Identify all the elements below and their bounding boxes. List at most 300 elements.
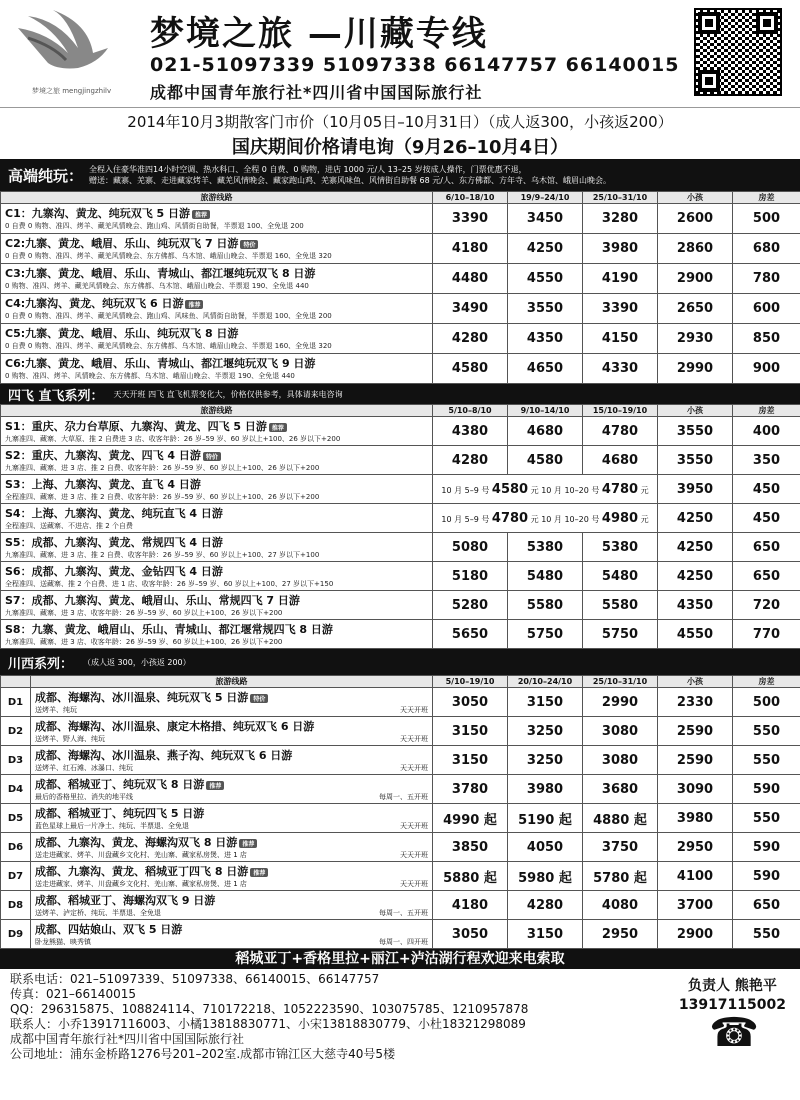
column-header: 9/10–14/10 xyxy=(508,405,583,417)
bird-logo-icon xyxy=(8,8,118,88)
route-desc: 0 购物、准四、烤羊、藏羌风情晚会、东方佛都、乌木馆、峨眉山晚会、半票退 190、全免退 440 xyxy=(5,282,309,290)
route-desc-row xyxy=(35,705,428,715)
price-period-3: 4080 xyxy=(583,891,658,920)
table-row xyxy=(1,234,800,264)
price-child: 4250 xyxy=(658,533,733,562)
qr-code-icon xyxy=(694,8,782,96)
route-name xyxy=(5,563,428,579)
price-period-1: 5650 xyxy=(433,620,508,649)
route-desc: 送烤羊、纯玩 xyxy=(35,706,77,714)
route-desc: 最后的香格里拉、消失的地平线 xyxy=(35,793,133,801)
route-cell xyxy=(31,891,433,920)
price-period-1: 4180 xyxy=(433,234,508,264)
resp-phone: 13917115002 xyxy=(678,997,786,1013)
price-period-1: 4180 xyxy=(433,891,508,920)
route-desc: 送烤羊、红石滩、冰瀑口、纯玩 xyxy=(35,764,133,772)
price-period-2: 3450 xyxy=(508,204,583,234)
split-price-cell xyxy=(433,475,658,504)
column-header: 6/10–18/10 xyxy=(433,192,508,204)
price-room-diff: 900 xyxy=(733,354,800,384)
price-child: 2950 xyxy=(658,833,733,862)
span-label-2: 10 月 10–20 号 xyxy=(541,485,600,495)
route-schedule: 天天开班 xyxy=(400,822,428,830)
price-child: 2600 xyxy=(658,204,733,234)
price-child: 2900 xyxy=(658,920,733,949)
route-desc-row xyxy=(35,763,428,773)
price-period-2: 5480 xyxy=(508,562,583,591)
date-line: 2014年10月3期散客门市价（10月05日–10月31日）（成人返300，小孩返200） xyxy=(127,113,673,131)
footer-qq: QQ：296315875、108824114、710172218、1052223590、103075785、1210957878 xyxy=(10,1002,529,1016)
price-period-1: 3780 xyxy=(433,775,508,804)
price-period-3: 3080 xyxy=(583,717,658,746)
column-header: 小孩 xyxy=(658,405,733,417)
route-name xyxy=(5,476,428,492)
route-id: D4 xyxy=(1,775,31,804)
route-id: D8 xyxy=(1,891,31,920)
section-title: 四飞 直飞系列： xyxy=(8,388,104,404)
footer-contacts: 联系人：小乔13917116003、小橘13818830771、小宋13818830779、小杜18321298089 xyxy=(10,1017,526,1031)
price-period-3: 5380 xyxy=(583,533,658,562)
route-name xyxy=(5,534,428,550)
route-title: 成都、稻城亚丁、纯玩双飞 8 日游 xyxy=(35,778,205,791)
route-name xyxy=(5,505,428,521)
resp-label: 负责人 熊艳平 xyxy=(687,978,777,994)
price-period-2: 3550 xyxy=(508,294,583,324)
section-note: 天天开班 四飞 直飞机票变化大，价格仅供参考，具体请来电咨询 xyxy=(113,389,343,399)
section-premium xyxy=(0,159,800,384)
footer-agency: 成都中国青年旅行社*四川省中国国际旅行社 xyxy=(10,1032,245,1046)
route-title: C4:九寨沟、黄龙、纯玩双飞 6 日游 xyxy=(5,297,184,310)
route-cell xyxy=(31,775,433,804)
table-row xyxy=(1,717,800,746)
route-desc-row xyxy=(35,908,428,918)
section-west-sichuan xyxy=(0,649,800,949)
span-unit-2: 元 xyxy=(640,514,649,524)
table-row xyxy=(1,475,800,504)
price-period-1: 3390 xyxy=(433,204,508,234)
price-child: 4550 xyxy=(658,620,733,649)
price-child: 3980 xyxy=(658,804,733,833)
price-period-2: 4650 xyxy=(508,354,583,384)
price-child: 3550 xyxy=(658,417,733,446)
route-desc-row xyxy=(35,734,428,744)
price-period-2: 3980 xyxy=(508,775,583,804)
route-title: C3:九寨、黄龙、峨眉、乐山、青城山、都江堰纯玩双飞 8 日游 xyxy=(5,267,316,280)
route-name xyxy=(35,747,428,763)
route-desc: 送走进藏家、烤羊、川盘藏乡文化村、羌山寨、藏家私房煲、进 1 店 xyxy=(35,851,247,859)
route-name xyxy=(5,265,428,281)
route-desc: 全程准四、藏寨、进 3 店、推 2 自费、收客年龄：26 岁–59 岁、60 岁以上+100、26 岁以下+200 xyxy=(5,493,320,501)
route-desc: 九寨准四、藏寨、进 3 店、收客年龄：26 岁–59 岁、60 岁以上+100、26 岁以下+200 xyxy=(5,638,283,646)
section-flights xyxy=(0,384,800,649)
brand-phones: 021-51097339 51097338 66147757 66140015 xyxy=(150,54,680,76)
column-header: 房差 xyxy=(733,676,800,688)
route-title: C6:九寨、黄龙、峨眉、乐山、青城山、都江堰纯玩双飞 9 日游 xyxy=(5,357,316,370)
route-name xyxy=(5,325,428,341)
route-name xyxy=(5,447,428,463)
span-label-1: 10 月 5–9 号 xyxy=(441,485,490,495)
column-header: 20/10–24/10 xyxy=(508,676,583,688)
route-title: C5:九寨、黄龙、峨眉、乐山、纯玩双飞 8 日游 xyxy=(5,327,239,340)
price-period-1: 3050 xyxy=(433,688,508,717)
route-schedule: 每周一、四开班 xyxy=(379,938,428,946)
price-period-2: 5190 起 xyxy=(508,804,583,833)
route-desc-row xyxy=(35,850,428,860)
price-period-1: 3150 xyxy=(433,746,508,775)
route-schedule: 每周一、五开班 xyxy=(379,909,428,917)
route-cell xyxy=(31,804,433,833)
route-id: D3 xyxy=(1,746,31,775)
header xyxy=(0,0,800,108)
price-period-1: 5080 xyxy=(433,533,508,562)
route-desc: 九寨准四、藏寨、大草原、推 2 自费进 3 店、收客年龄：26 岁–59 岁、60 岁以上+100、26 岁以下+200 xyxy=(5,435,341,443)
route-title: S3：上海、九寨沟、黄龙、直飞 4 日游 xyxy=(5,478,201,491)
price-period-2: 5980 起 xyxy=(508,862,583,891)
route-name xyxy=(5,235,428,251)
route-id: D7 xyxy=(1,862,31,891)
price-period-2: 5380 xyxy=(508,533,583,562)
price-child: 2650 xyxy=(658,294,733,324)
price-period-3: 2990 xyxy=(583,688,658,717)
route-desc: 0 自费 0 购物、准四、烤羊、藏羌风情晚会、东方佛都、乌木馆、峨眉山晚会、半票退 160、全免退 320 xyxy=(5,252,332,260)
price-room-diff: 590 xyxy=(733,862,800,891)
table-row xyxy=(1,920,800,949)
table-row xyxy=(1,620,800,649)
price-child: 2900 xyxy=(658,264,733,294)
table-row xyxy=(1,833,800,862)
price-child: 2930 xyxy=(658,324,733,354)
span-label-2: 10 月 10–20 号 xyxy=(541,514,600,524)
route-title: S5：成都、九寨沟、黄龙、常规四飞 4 日游 xyxy=(5,536,223,549)
route-name xyxy=(5,295,428,311)
route-desc: 送走进藏家、烤羊、川盘藏乡文化村、羌山寨、藏家私房煲、进 1 店 xyxy=(35,880,247,888)
route-cell xyxy=(31,862,433,891)
route-desc: 送烤羊、泸定桥、纯玩、半票退、全免退 xyxy=(35,909,161,917)
price-period-1: 4380 xyxy=(433,417,508,446)
route-title: 成都、四姑娘山、双飞 5 日游 xyxy=(35,923,183,936)
route-desc: 送烤羊、野人海、纯玩 xyxy=(35,735,105,743)
price-period-2: 3250 xyxy=(508,717,583,746)
route-name xyxy=(5,205,428,221)
column-header: 5/10–8/10 xyxy=(433,405,508,417)
route-title: S7：成都、九寨沟、黄龙、峨眉山、乐山、常规四飞 7 日游 xyxy=(5,594,300,607)
route-cell xyxy=(1,533,433,562)
price-period-2: 4680 xyxy=(508,417,583,446)
route-name xyxy=(35,689,428,705)
price-child: 4250 xyxy=(658,562,733,591)
price-period-2: 4050 xyxy=(508,833,583,862)
price-child: 4250 xyxy=(658,504,733,533)
table-row xyxy=(1,562,800,591)
route-badge: 推荐 xyxy=(250,868,268,877)
price-period-2: 5750 xyxy=(508,620,583,649)
price-child: 2590 xyxy=(658,717,733,746)
price-period-1: 4480 xyxy=(433,264,508,294)
table-row xyxy=(1,591,800,620)
table-row xyxy=(1,417,800,446)
column-header: 旅游线路 xyxy=(1,192,433,204)
price-child: 2330 xyxy=(658,688,733,717)
span-price-2: 4980 xyxy=(601,510,639,526)
price-period-3: 3390 xyxy=(583,294,658,324)
route-desc: 蓝色星球上最后一片净土、纯玩、半票退、全免退 xyxy=(35,822,189,830)
price-period-1: 3850 xyxy=(433,833,508,862)
logo xyxy=(8,8,118,98)
section-header xyxy=(0,159,800,191)
section-note: （成人返 300，小孩返 200） xyxy=(83,657,191,667)
table-row xyxy=(1,324,800,354)
price-room-diff: 350 xyxy=(733,446,800,475)
column-header: 25/10–31/10 xyxy=(583,192,658,204)
column-header: 房差 xyxy=(733,405,800,417)
route-desc: 全程准四、送藏寨、推 2 个自费、进 1 店、收客年龄：26 岁–59 岁、60 岁以上+100、27 岁以下+150 xyxy=(5,580,334,588)
table-row xyxy=(1,891,800,920)
split-price-cell xyxy=(433,504,658,533)
price-child: 3550 xyxy=(658,446,733,475)
price-child: 3700 xyxy=(658,891,733,920)
route-desc: 卧龙熊猫、映秀镇 xyxy=(35,938,91,946)
price-period-2: 3150 xyxy=(508,688,583,717)
span-price-2: 4780 xyxy=(601,481,639,497)
price-table-premium xyxy=(0,191,800,384)
price-period-1: 3050 xyxy=(433,920,508,949)
route-schedule: 天天开班 xyxy=(400,706,428,714)
table-row xyxy=(1,204,800,234)
route-cell xyxy=(1,504,433,533)
price-room-diff: 650 xyxy=(733,562,800,591)
price-period-3: 4780 xyxy=(583,417,658,446)
route-cell xyxy=(31,688,433,717)
price-period-2: 3250 xyxy=(508,746,583,775)
section-title: 川西系列： xyxy=(8,656,74,672)
route-name xyxy=(35,776,428,792)
route-cell xyxy=(1,475,433,504)
price-period-3: 4680 xyxy=(583,446,658,475)
route-id: D6 xyxy=(1,833,31,862)
column-header: 25/10–31/10 xyxy=(583,676,658,688)
section-title: 高端纯玩： xyxy=(8,166,84,185)
column-header: 旅游线路 xyxy=(31,676,433,688)
holiday-line: 国庆期间价格请电询（9月26–10月4日） xyxy=(231,137,569,158)
route-name xyxy=(35,863,428,879)
span-unit-1: 元 xyxy=(530,485,539,495)
route-badge: 推荐 xyxy=(206,781,224,790)
price-room-diff: 600 xyxy=(733,294,800,324)
price-period-3: 4150 xyxy=(583,324,658,354)
route-cell xyxy=(1,446,433,475)
price-child: 2990 xyxy=(658,354,733,384)
price-period-3: 5580 xyxy=(583,591,658,620)
route-badge: 推荐 xyxy=(269,423,287,432)
price-child: 3090 xyxy=(658,775,733,804)
price-child: 2860 xyxy=(658,234,733,264)
route-cell xyxy=(1,354,433,384)
column-header: 19/9–24/10 xyxy=(508,192,583,204)
price-period-3: 5750 xyxy=(583,620,658,649)
table-row xyxy=(1,775,800,804)
route-name xyxy=(5,592,428,608)
price-period-3: 4880 起 xyxy=(583,804,658,833)
route-cell xyxy=(1,417,433,446)
route-desc: 0 购物、准四、烤羊、风情晚会、东方佛都、乌木馆、峨眉山晚会、半票退 190、全免退 440 xyxy=(5,372,295,380)
price-child: 3950 xyxy=(658,475,733,504)
logo-caption: 梦境之旅 mengjingzhilv xyxy=(32,87,112,95)
price-period-2: 4280 xyxy=(508,891,583,920)
route-badge: 推荐 xyxy=(239,839,257,848)
route-title: C1：九寨沟、黄龙、纯玩双飞 5 日游 xyxy=(5,207,191,220)
price-period-3: 3080 xyxy=(583,746,658,775)
price-room-diff: 590 xyxy=(733,833,800,862)
price-room-diff: 550 xyxy=(733,920,800,949)
route-title: 成都、九寨沟、黄龙、海螺沟双飞 8 日游 xyxy=(35,836,238,849)
column-header: 小孩 xyxy=(658,676,733,688)
price-period-1: 5180 xyxy=(433,562,508,591)
footer xyxy=(0,969,800,1065)
route-desc: 0 自费 0 购物、准四、烤羊、藏羌风情晚会、跑山鸡、风味鱼、风情街自助餐，半票退 100、全免退 200 xyxy=(5,312,332,320)
price-room-diff: 550 xyxy=(733,717,800,746)
route-badge: 特价 xyxy=(250,694,268,703)
price-table-flights xyxy=(0,404,800,649)
table-row xyxy=(1,354,800,384)
span-label-1: 10 月 5–9 号 xyxy=(441,514,490,524)
route-desc-row xyxy=(35,792,428,802)
route-title: 成都、海螺沟、冰川温泉、康定木格措、纯玩双飞 6 日游 xyxy=(35,720,315,733)
span-unit-2: 元 xyxy=(640,485,649,495)
route-schedule: 天天开班 xyxy=(400,880,428,888)
route-cell xyxy=(1,234,433,264)
route-cell xyxy=(1,264,433,294)
price-period-1: 5880 起 xyxy=(433,862,508,891)
price-table-west xyxy=(0,675,800,949)
route-schedule: 天天开班 xyxy=(400,735,428,743)
price-room-diff: 590 xyxy=(733,775,800,804)
price-room-diff: 780 xyxy=(733,264,800,294)
section-header xyxy=(0,384,800,404)
section-header xyxy=(0,649,800,675)
route-cell xyxy=(31,746,433,775)
route-badge: 推荐 xyxy=(192,210,210,219)
brand-agency: 成都中国青年旅行社*四川省中国国际旅行社 xyxy=(150,83,483,102)
telephone-icon: ☎ xyxy=(709,1010,759,1056)
price-room-diff: 680 xyxy=(733,234,800,264)
price-period-3: 4190 xyxy=(583,264,658,294)
table-row xyxy=(1,688,800,717)
route-cell xyxy=(1,324,433,354)
price-room-diff: 500 xyxy=(733,204,800,234)
route-desc: 九寨准四、藏寨、进 3 店、推 2 自费、收客年龄：26 岁–59 岁、60 岁以上+100、27 岁以下+100 xyxy=(5,551,320,559)
price-period-1: 3490 xyxy=(433,294,508,324)
price-period-2: 4550 xyxy=(508,264,583,294)
price-child: 4100 xyxy=(658,862,733,891)
route-desc-row xyxy=(35,879,428,889)
price-period-3: 3750 xyxy=(583,833,658,862)
price-room-diff: 450 xyxy=(733,475,800,504)
footer-fax: 传真：021–66140015 xyxy=(10,987,136,1001)
route-title: S8：九寨、黄龙、峨眉山、乐山、青城山、都江堰常规四飞 8 日游 xyxy=(5,623,333,636)
span-price-1: 4580 xyxy=(491,481,529,497)
route-desc: 0 自费 0 购物、准四、烤羊、藏羌风情晚会、跑山鸡、风情街自助餐，半票退 100、全免退 200 xyxy=(5,222,304,230)
note-line-1: 全程入住豪华准四14小时空调、热水科口、全程 0 自费、0 购物，进店 1000 元/人 13–25 岁按成人操作，门票优惠不退， xyxy=(89,165,527,174)
price-room-diff: 500 xyxy=(733,688,800,717)
brand-title: 梦境之旅 —川藏专线 xyxy=(150,14,488,54)
route-desc: 九寨准四、藏寨、进 3 店、推 2 自费、收客年龄：26 岁–59 岁、60 岁以上+100、26 岁以下+200 xyxy=(5,464,320,472)
price-room-diff: 720 xyxy=(733,591,800,620)
route-title: 成都、稻城亚丁、纯玩四飞 5 日游 xyxy=(35,807,205,820)
price-period-3: 4330 xyxy=(583,354,658,384)
route-badge: 特价 xyxy=(240,240,258,249)
column-header: 小孩 xyxy=(658,192,733,204)
route-title: S6：成都、九寨沟、黄龙、金钻四飞 4 日游 xyxy=(5,565,223,578)
route-cell xyxy=(1,562,433,591)
price-room-diff: 550 xyxy=(733,804,800,833)
price-room-diff: 450 xyxy=(733,504,800,533)
footer-tel: 联系电话：021–51097339、51097338、66140015、66147757 xyxy=(10,972,380,986)
route-name xyxy=(5,621,428,637)
route-title: C2:九寨、黄龙、峨眉、乐山、纯玩双飞 7 日游 xyxy=(5,237,239,250)
route-title: 成都、海螺沟、冰川温泉、纯玩双飞 5 日游 xyxy=(35,691,249,704)
route-desc-row xyxy=(35,937,428,947)
price-period-2: 5580 xyxy=(508,591,583,620)
price-period-1: 5280 xyxy=(433,591,508,620)
table-row xyxy=(1,264,800,294)
price-room-diff: 650 xyxy=(733,891,800,920)
price-period-3: 3280 xyxy=(583,204,658,234)
price-child: 4350 xyxy=(658,591,733,620)
price-period-1: 4990 起 xyxy=(433,804,508,833)
route-id: D9 xyxy=(1,920,31,949)
table-row xyxy=(1,862,800,891)
table-row xyxy=(1,446,800,475)
route-desc: 九寨准四、藏寨、进 3 店、收客年龄：26 岁–59 岁、60 岁以上+100、26 岁以下+200 xyxy=(5,609,283,617)
route-cell xyxy=(31,717,433,746)
route-schedule: 每周一、五开班 xyxy=(379,793,428,801)
price-room-diff: 850 xyxy=(733,324,800,354)
route-cell xyxy=(1,204,433,234)
column-header: 旅游线路 xyxy=(1,405,433,417)
section-note xyxy=(89,164,611,186)
span-unit-1: 元 xyxy=(530,514,539,524)
route-cell xyxy=(1,591,433,620)
table-row xyxy=(1,504,800,533)
route-title: 成都、九寨沟、黄龙、稻城亚丁四飞 8 日游 xyxy=(35,865,249,878)
table-row xyxy=(1,746,800,775)
column-header: 5/10–19/10 xyxy=(433,676,508,688)
price-period-2: 4580 xyxy=(508,446,583,475)
route-id: D1 xyxy=(1,688,31,717)
route-cell xyxy=(1,620,433,649)
route-title: S2：重庆、九寨沟、黄龙、四飞 4 日游 xyxy=(5,449,201,462)
route-name xyxy=(35,892,428,908)
table-row xyxy=(1,294,800,324)
route-cell xyxy=(31,920,433,949)
price-period-1: 4280 xyxy=(433,446,508,475)
route-badge: 推荐 xyxy=(185,300,203,309)
column-header xyxy=(1,676,31,688)
route-name xyxy=(5,355,428,371)
route-desc: 全程准四、送藏寨、不进店、推 2 个自费 xyxy=(5,522,133,530)
route-name xyxy=(35,921,428,937)
column-header: 15/10–19/10 xyxy=(583,405,658,417)
route-cell xyxy=(1,294,433,324)
column-header: 房差 xyxy=(733,192,800,204)
route-title: S4：上海、九寨沟、黄龙、纯玩直飞 4 日游 xyxy=(5,507,223,520)
route-id: D2 xyxy=(1,717,31,746)
route-name xyxy=(5,418,428,434)
route-schedule: 天天开班 xyxy=(400,851,428,859)
route-schedule: 天天开班 xyxy=(400,764,428,772)
price-period-2: 3150 xyxy=(508,920,583,949)
price-period-3: 3980 xyxy=(583,234,658,264)
